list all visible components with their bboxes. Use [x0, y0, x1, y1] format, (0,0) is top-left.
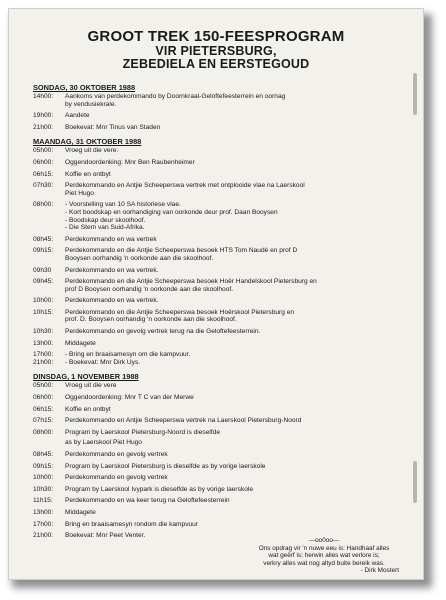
quote-separator: ---oo0oo--- — [308, 537, 340, 544]
schedule-time: 17h00: — [33, 351, 54, 359]
schedule-row — [33, 474, 415, 482]
schedule-description: Aankoms van perdekommando by Doornkraal-Geloftefeesterrein en oornag by vendusiekrale. — [65, 93, 286, 108]
schedule-time: 05h00: — [33, 382, 54, 390]
schedule-time: 14h00: — [33, 93, 54, 100]
schedule-description: Program by Laerskool Ivypark is dieselfde as by vorige laerskole — [65, 485, 254, 493]
schedule-row — [33, 201, 415, 231]
schedule-description: Boekevat: Mnr Tinus van Staden — [65, 123, 161, 131]
schedule-time: 10h15: — [33, 308, 54, 316]
schedule-time: 10h30: — [33, 328, 54, 336]
schedule-time: 05h00: — [33, 147, 54, 155]
schedule-time: 09h15: — [33, 462, 54, 470]
schedule-description: Program by Laerskool Pietersburg-Noord is dieselfde — [65, 428, 221, 436]
schedule-row — [33, 93, 415, 108]
schedule-time: 07h15: — [33, 417, 54, 425]
schedule-row — [33, 439, 415, 447]
schedule-time: 08h45: — [33, 235, 54, 243]
schedule-row — [33, 278, 415, 293]
quote-text: Ons opdrag vir 'n nuwe eeu is: Handhaaf alles wat geërf is; herwin alles wat verlore is; verkry alles wat nog altyd buite bereik was. — [258, 544, 390, 567]
schedule-description: Vroeg uit die vere. — [65, 147, 119, 155]
schedule-time: 06h15: — [33, 170, 54, 178]
page-subtitle-1: VIR PIETERSBURG, — [155, 43, 277, 58]
schedule-time: 13h00: — [33, 339, 54, 347]
schedule-time: 10h00: — [33, 474, 54, 482]
schedule-description: Oggendoordenking: Mnr Ben Raubenheimer — [65, 158, 195, 166]
schedule-row — [33, 309, 415, 324]
schedule-description: Oggendoordenking: Mnr T C van der Merwe — [65, 394, 194, 402]
schedule-time: 09h30 — [33, 266, 52, 274]
schedule-description: Perdekommando en wa vertrek. — [65, 297, 159, 305]
schedule-description: Perdekommando en die Antjie Scheeperswa besoek Hoërskool Pietersburg en prof. D. Booysen oorhandig 'n oorkonde aan die skoolhoof. — [65, 308, 295, 324]
schedule-row — [33, 406, 415, 414]
schedule-row — [33, 247, 415, 262]
schedule-description: - Bring en braaisamesyn om die kampvuur. — [65, 351, 191, 359]
schedule-description: Perdekommando en wa vertrek. — [65, 266, 159, 274]
schedule-row — [33, 351, 415, 359]
schedule-time: 17h00: — [33, 520, 54, 528]
schedule-description: Program by Laerskool Pietersburg is dieselfde as by vorige laerskole — [65, 462, 266, 470]
schedule-time: 10h00: — [33, 297, 54, 305]
schedule-description: Koffie en ontbyt — [65, 170, 111, 178]
schedule-description: Koffie en ontbyt — [65, 405, 111, 413]
schedule-row — [33, 147, 415, 155]
schedule-description: Aandete — [65, 112, 90, 120]
schedule-time: 07h30: — [33, 182, 54, 190]
page-header — [9, 29, 423, 71]
schedule-time — [33, 439, 65, 447]
schedule-description: - Boekevat: Mnr Dirk Uys. — [65, 358, 141, 366]
schedule-bullet: - Voorstelling van 10 SA historiese vlae. — [65, 201, 415, 209]
day-title: MAANDAG, 31 OKTOBER 1988 — [33, 137, 142, 147]
schedule-row — [33, 463, 415, 471]
schedule-description: Perdekommando en Antjie Scheeperswa vertrek met ontplooide vlae na Laerskool Piet Hugo — [65, 182, 305, 197]
schedule-row — [33, 451, 415, 459]
day-section — [33, 83, 415, 131]
schedule-description: Perdekommando en die Antjie Scheeperswa besoek HTS Tom Naudé en prof D Booysen oorhandig 'n oorkonde aan die skoolhoof. — [65, 247, 298, 262]
schedule-description: Perdekommando en gevolg vertrek — [65, 474, 168, 482]
day-title: SONDAG, 30 OKTOBER 1988 — [33, 83, 136, 92]
schedule-description: Boekevat: Mnr Peet Venter. — [65, 532, 146, 540]
schedule-row — [33, 497, 415, 505]
schedule-time: 09h45: — [33, 278, 54, 286]
program-page — [8, 8, 424, 580]
schedule-row — [33, 509, 415, 517]
quote-author: - Dirk Mostert — [360, 567, 399, 575]
schedule-row — [33, 267, 415, 275]
schedule-description: Middagete — [65, 508, 96, 516]
schedule-description: as by Laerskool Piet Hugo — [65, 439, 142, 447]
schedule-time: 08h00: — [33, 428, 54, 436]
schedule-bullet: - Kort boodskap en oorhandiging van oorkonde deur prof. Daan Booysen — [65, 209, 415, 217]
schedule-row — [33, 124, 415, 132]
schedule-bullets — [65, 201, 415, 231]
schedule-row — [33, 486, 415, 494]
schedule-description: Perdekommando en gevolg vertrek terug na die Geloftefeesterrein. — [65, 328, 261, 336]
schedule-bullet: - Boodskap deur skoolhoof. — [65, 217, 415, 225]
schedule-time: 09h15: — [33, 247, 54, 255]
schedule-row — [33, 429, 415, 437]
page-title: GROOT TREK 150-FEESPROGRAM — [87, 28, 345, 45]
schedule-time: 08h45: — [33, 451, 54, 458]
schedule-time: 08h00: — [33, 201, 54, 209]
schedule-row — [33, 112, 415, 120]
schedule-description: Perdekommando en wa vertrek — [65, 235, 157, 243]
closing-quote — [249, 537, 399, 575]
day-section — [33, 137, 415, 366]
schedule-time: 21h00: — [33, 123, 54, 131]
schedule-row — [33, 182, 415, 197]
schedule-row — [33, 171, 415, 179]
schedule-row — [33, 417, 415, 425]
schedule-time: 10h30: — [33, 485, 54, 493]
schedule-description: Bring en braaisamesyn rondom die kampvuur — [65, 520, 199, 528]
schedule-row — [33, 236, 415, 244]
day-section — [33, 372, 415, 539]
schedule-row — [33, 359, 415, 367]
schedule-row — [33, 297, 415, 305]
program-schedule — [33, 81, 415, 540]
schedule-time: 06h00: — [33, 158, 54, 166]
schedule-time: 11h15: — [33, 497, 53, 505]
day-title: DINSDAG, 1 NOVEMBER 1988 — [33, 372, 139, 382]
schedule-bullet: - Die Stem van Suid-Afrika. — [65, 224, 415, 232]
schedule-description: Perdekommando en die Antjie Scheeperswa besoek Hoër Handelskool Pietersburg en prof D Booysen oorhandig 'n oorkonde aan die skoolhoof. — [65, 278, 317, 293]
schedule-row — [33, 328, 415, 336]
schedule-time: 19h00: — [33, 112, 54, 120]
schedule-row — [33, 521, 415, 529]
schedule-description: Perdekommando en gevolg vertrek — [65, 451, 168, 458]
schedule-description: Vroeg uit die vere — [65, 382, 117, 390]
schedule-time: 21h00: — [33, 358, 54, 366]
schedule-row — [33, 340, 415, 348]
schedule-description: Middagete — [65, 339, 96, 347]
schedule-description: Perdekommando en Antjie Scheeperswa vertrek na Laerskool Pietersburg-Noord — [65, 417, 302, 425]
schedule-row — [33, 159, 415, 167]
schedule-time: 06h00: — [33, 394, 54, 402]
schedule-description: Perdekommando en wa keer terug na Geloftefeesterrein — [65, 497, 230, 505]
schedule-time: 21h00: — [33, 532, 54, 540]
schedule-row — [33, 394, 415, 402]
schedule-time: 13h00: — [33, 508, 54, 516]
schedule-row — [33, 382, 415, 390]
schedule-time: 06h15: — [33, 405, 54, 413]
page-subtitle-2: ZEBEDIELA EN EERSTEGOUD — [122, 56, 310, 71]
